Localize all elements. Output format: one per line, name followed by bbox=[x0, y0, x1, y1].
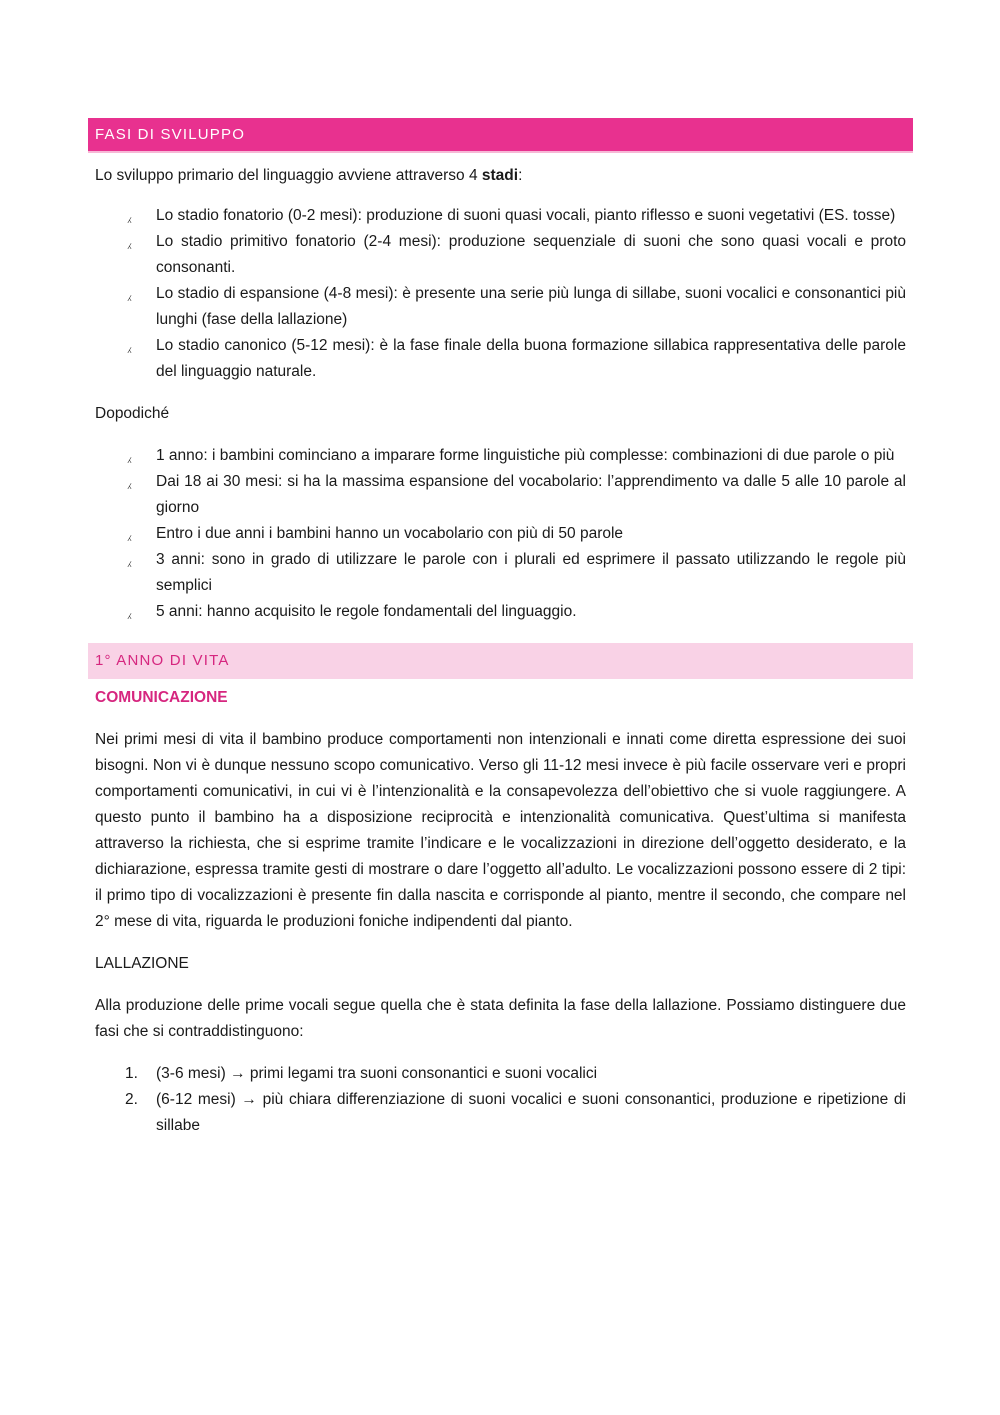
intro-text: Lo sviluppo primario del linguaggio avviene attraverso 4 bbox=[95, 167, 482, 184]
lallazione-label: LALLAZIONE bbox=[95, 955, 189, 972]
list-item-text: (6-12 mesi) → più chiara differenziazione di suoni vocalici e suoni consonantici, produzione e ripetizione di sillabe bbox=[156, 1091, 906, 1134]
caret-bullet-icon: ⁁ bbox=[128, 553, 131, 567]
list-item-text: 3 anni: sono in grado di utilizzare le parole con i plurali ed esprimere il passato utilizzando le regole più semplici bbox=[156, 551, 906, 594]
caret-bullet-icon: ⁁ bbox=[128, 527, 131, 541]
list-item bbox=[88, 281, 913, 333]
caret-bullet-icon: ⁁ bbox=[128, 475, 131, 489]
page-content bbox=[88, 118, 913, 1139]
list-item-text: Lo stadio canonico (5-12 mesi): è la fase finale della buona formazione sillabica rappresentativa delle parole del linguaggio naturale. bbox=[156, 337, 906, 380]
list-item bbox=[88, 547, 913, 599]
after-label: Dopodiché bbox=[95, 405, 170, 422]
phases-list bbox=[88, 1061, 913, 1139]
list-item bbox=[88, 333, 913, 385]
section-heading-anno: 1° ANNO DI VITA bbox=[88, 643, 913, 679]
list-item-text: Lo stadio primitivo fonatorio (2-4 mesi): produzione sequenziale di suoni che sono quasi vocali e proto consonanti. bbox=[156, 233, 906, 276]
list-item-text: Entro i due anni i bambini hanno un vocabolario con più di 50 parole bbox=[156, 525, 624, 542]
list-number: 1. bbox=[125, 1065, 138, 1082]
caret-bullet-icon: ⁁ bbox=[128, 235, 131, 249]
intro-end: : bbox=[518, 167, 523, 184]
caret-bullet-icon: ⁁ bbox=[128, 449, 131, 463]
stages-list bbox=[88, 203, 913, 385]
list-item-text: 1 anno: i bambini cominciano a imparare forme linguistiche più complesse: combinazioni di due parole o più bbox=[156, 447, 895, 464]
list-item-text: Dai 18 ai 30 mesi: si ha la massima espansione del vocabolario: l’apprendimento va dalle 5 alle 10 parole al giorno bbox=[156, 473, 906, 516]
caret-bullet-icon: ⁁ bbox=[128, 287, 131, 301]
list-item bbox=[88, 1087, 913, 1139]
list-item bbox=[88, 599, 913, 625]
milestones-list bbox=[88, 443, 913, 625]
intro-paragraph bbox=[88, 163, 913, 189]
list-item bbox=[88, 1061, 913, 1087]
lallazione-paragraph: Alla produzione delle prime vocali segue quella che è stata definita la fase della lallazione. Possiamo distinguere due fasi che si contraddistinguono: bbox=[95, 997, 906, 1040]
list-item-text: (3-6 mesi) → primi legami tra suoni consonantici e suoni vocalici bbox=[156, 1065, 598, 1082]
comunicazione-paragraph: Nei primi mesi di vita il bambino produce comportamenti non intenzionali e innati come diretta espressione dei suoi bisogni. Non vi è dunque nessuno scopo comunicativo. Verso gli 11-12 mesi invece è più facile osservare veri e propri comportamenti comunicativi, in cui vi è l’intenzionalità e la consapevolezza dell’obiettivo che si vuole raggiungere. A questo punto il bambino ha a disposizione reciprocità e intenzionalità comunicativa. Quest’ultima si manifesta attraverso la richiesta, che si esprime tramite l’indicare e le vocalizzazioni in direzione dell’oggetto desiderato, e la dichiarazione, espressa tramite gesti di mostrare o dare l’oggetto all’adulto. Le vocalizzazioni possono essere di 2 tipi: il primo tipo di vocalizzazioni è presente fin dalla nascita e corrisponde al pianto, mentre il secondo, che compare nel 2° mese di vita, riguarda le produzioni foniche indipendenti dal pianto. bbox=[95, 731, 906, 930]
list-item bbox=[88, 229, 913, 281]
list-item bbox=[88, 469, 913, 521]
subheading-comunicazione: COMUNICAZIONE bbox=[95, 689, 228, 706]
caret-bullet-icon: ⁁ bbox=[128, 605, 131, 619]
section-heading-fasi: FASI DI SVILUPPO bbox=[88, 118, 913, 153]
caret-bullet-icon: ⁁ bbox=[128, 209, 131, 223]
list-item bbox=[88, 443, 913, 469]
intro-bold-word: stadi bbox=[481, 167, 519, 184]
list-item bbox=[88, 203, 913, 229]
list-item-text: 5 anni: hanno acquisito le regole fondamentali del linguaggio. bbox=[156, 603, 577, 620]
list-item-text: Lo stadio fonatorio (0-2 mesi): produzione di suoni quasi vocali, pianto riflesso e suoni vegetativi (ES. tosse) bbox=[156, 207, 896, 224]
list-number: 2. bbox=[125, 1091, 138, 1108]
list-item-text: Lo stadio di espansione (4-8 mesi): è presente una serie più lunga di sillabe, suoni vocalici e consonantici più lunghi (fase della lallazione) bbox=[156, 285, 906, 328]
list-item bbox=[88, 521, 913, 547]
caret-bullet-icon: ⁁ bbox=[128, 339, 131, 353]
